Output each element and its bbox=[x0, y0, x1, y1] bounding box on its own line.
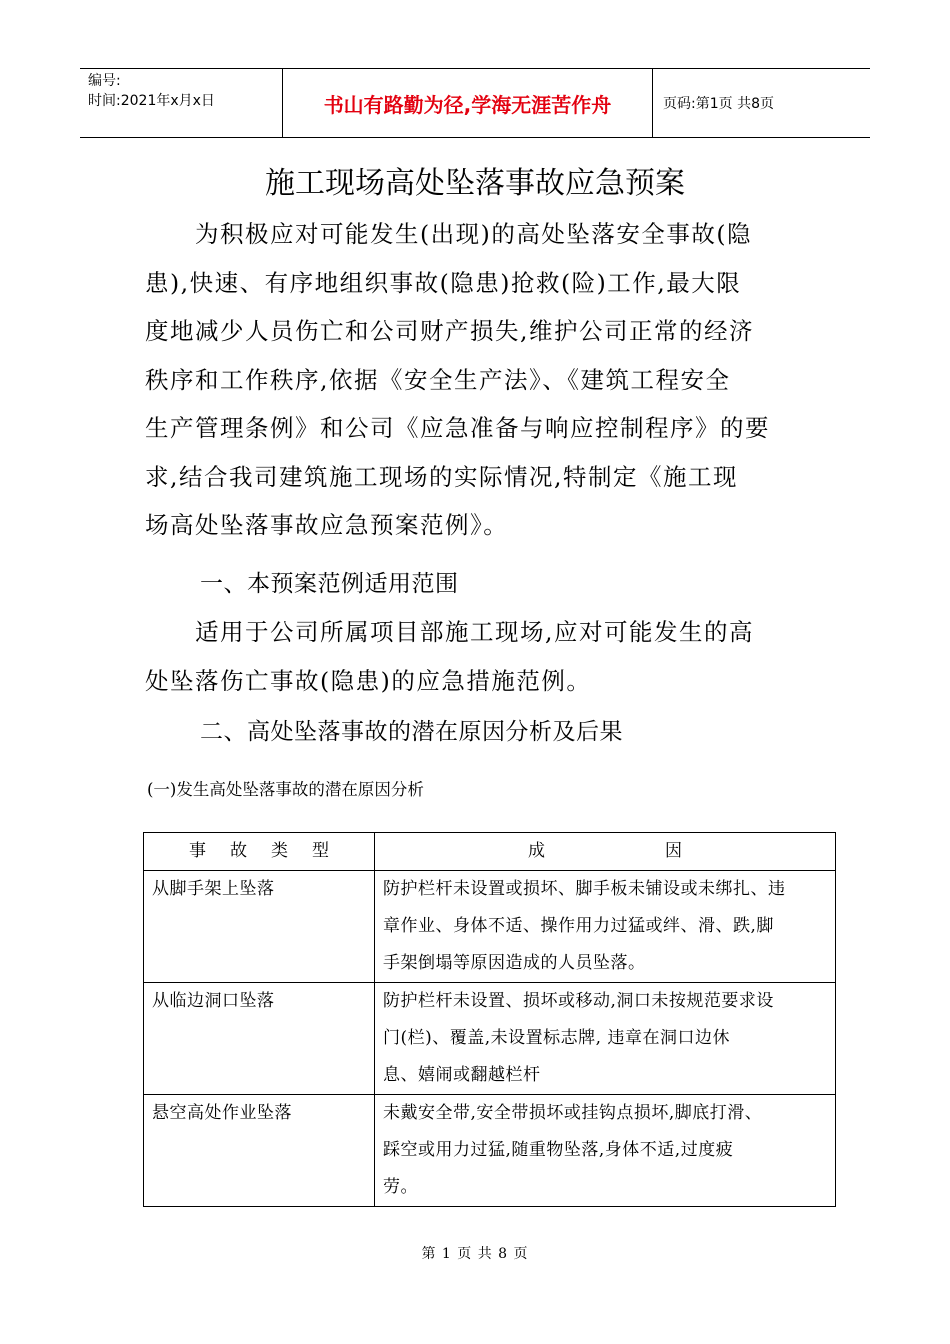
paragraph-line: 适用于公司所属项目部施工现场,应对可能发生的高 bbox=[195, 618, 754, 646]
header-motto: 书山有路勤为径,学海无涯苦作舟 bbox=[283, 69, 653, 137]
intro-paragraph bbox=[145, 210, 810, 550]
paragraph-line: 患),快速、有序地组织事故(隐患)抢救(险)工作,最大限 bbox=[145, 268, 742, 297]
section-2-subheading: (一)发生高处坠落事故的潜在原因分析 bbox=[147, 780, 424, 799]
paragraph-line: 度地减少人员伤亡和公司财产损失,维护公司正常的经济 bbox=[145, 317, 754, 345]
accident-type-cell: 从临边洞口坠落 bbox=[144, 983, 375, 1095]
table-row bbox=[144, 1095, 836, 1207]
paragraph-line: 场高处坠落事故应急预案范例》。 bbox=[145, 511, 509, 539]
document-title: 施工现场高处坠落事故应急预案 bbox=[265, 166, 685, 201]
cause-cell: 防护栏杆未设置、损坏或移动,洞口未按规范要求设 门(栏)、覆盖,未设置标志牌, 违章在洞口边休 息、嬉闹或翻越栏杆 bbox=[375, 983, 836, 1095]
page-footer: 第 1 页 共 8 页 bbox=[421, 1246, 529, 1262]
accident-type-cell: 从脚手架上坠落 bbox=[144, 871, 375, 983]
time-label: 时间:2021年x月x日 bbox=[88, 93, 215, 109]
paragraph-line: 求,结合我司建筑施工现场的实际情况,特制定《施工现 bbox=[145, 462, 738, 491]
paragraph-line: 为积极应对可能发生(出现)的高处坠落安全事故(隐 bbox=[195, 220, 753, 248]
paragraph-line: 生产管理条例》和公司《应急准备与响应控制程序》的要 bbox=[145, 414, 770, 442]
page-header bbox=[80, 68, 870, 138]
cause-cell: 防护栏杆未设置或损坏、脚手板未铺设或未绑扎、违 章作业、身体不适、操作用力过猛或绊、滑、跌,脚 手架倒塌等原因造成的人员坠落。 bbox=[375, 871, 836, 983]
section-1-paragraph bbox=[145, 608, 810, 705]
section-2-heading: 二、高处坠落事故的潜在原因分析及后果 bbox=[200, 719, 623, 745]
section-1-heading: 一、本预案范例适用范围 bbox=[200, 571, 459, 597]
cause-table bbox=[143, 832, 836, 1207]
header-page-info: 页码:第1页 共8页 bbox=[663, 96, 774, 112]
table-row bbox=[144, 983, 836, 1095]
paragraph-line: 处坠落伤亡事故(隐患)的应急措施范例。 bbox=[145, 666, 592, 695]
header-accident-type: 事 故 类 型 bbox=[144, 833, 375, 871]
table-header-row bbox=[144, 833, 836, 871]
table-row bbox=[144, 871, 836, 983]
number-label: 编号: bbox=[88, 73, 121, 89]
paragraph-line: 秩序和工作秩序,依据《安全生产法》、《建筑工程安全 bbox=[145, 365, 731, 394]
accident-type-cell: 悬空高处作业坠落 bbox=[144, 1095, 375, 1207]
header-meta bbox=[80, 69, 283, 137]
cause-cell: 未戴安全带,安全带损坏或挂钩点损坏,脚底打滑、 踩空或用力过猛,随重物坠落,身体不适,过度疲 劳。 bbox=[375, 1095, 836, 1207]
header-cause: 成 因 bbox=[375, 833, 836, 871]
